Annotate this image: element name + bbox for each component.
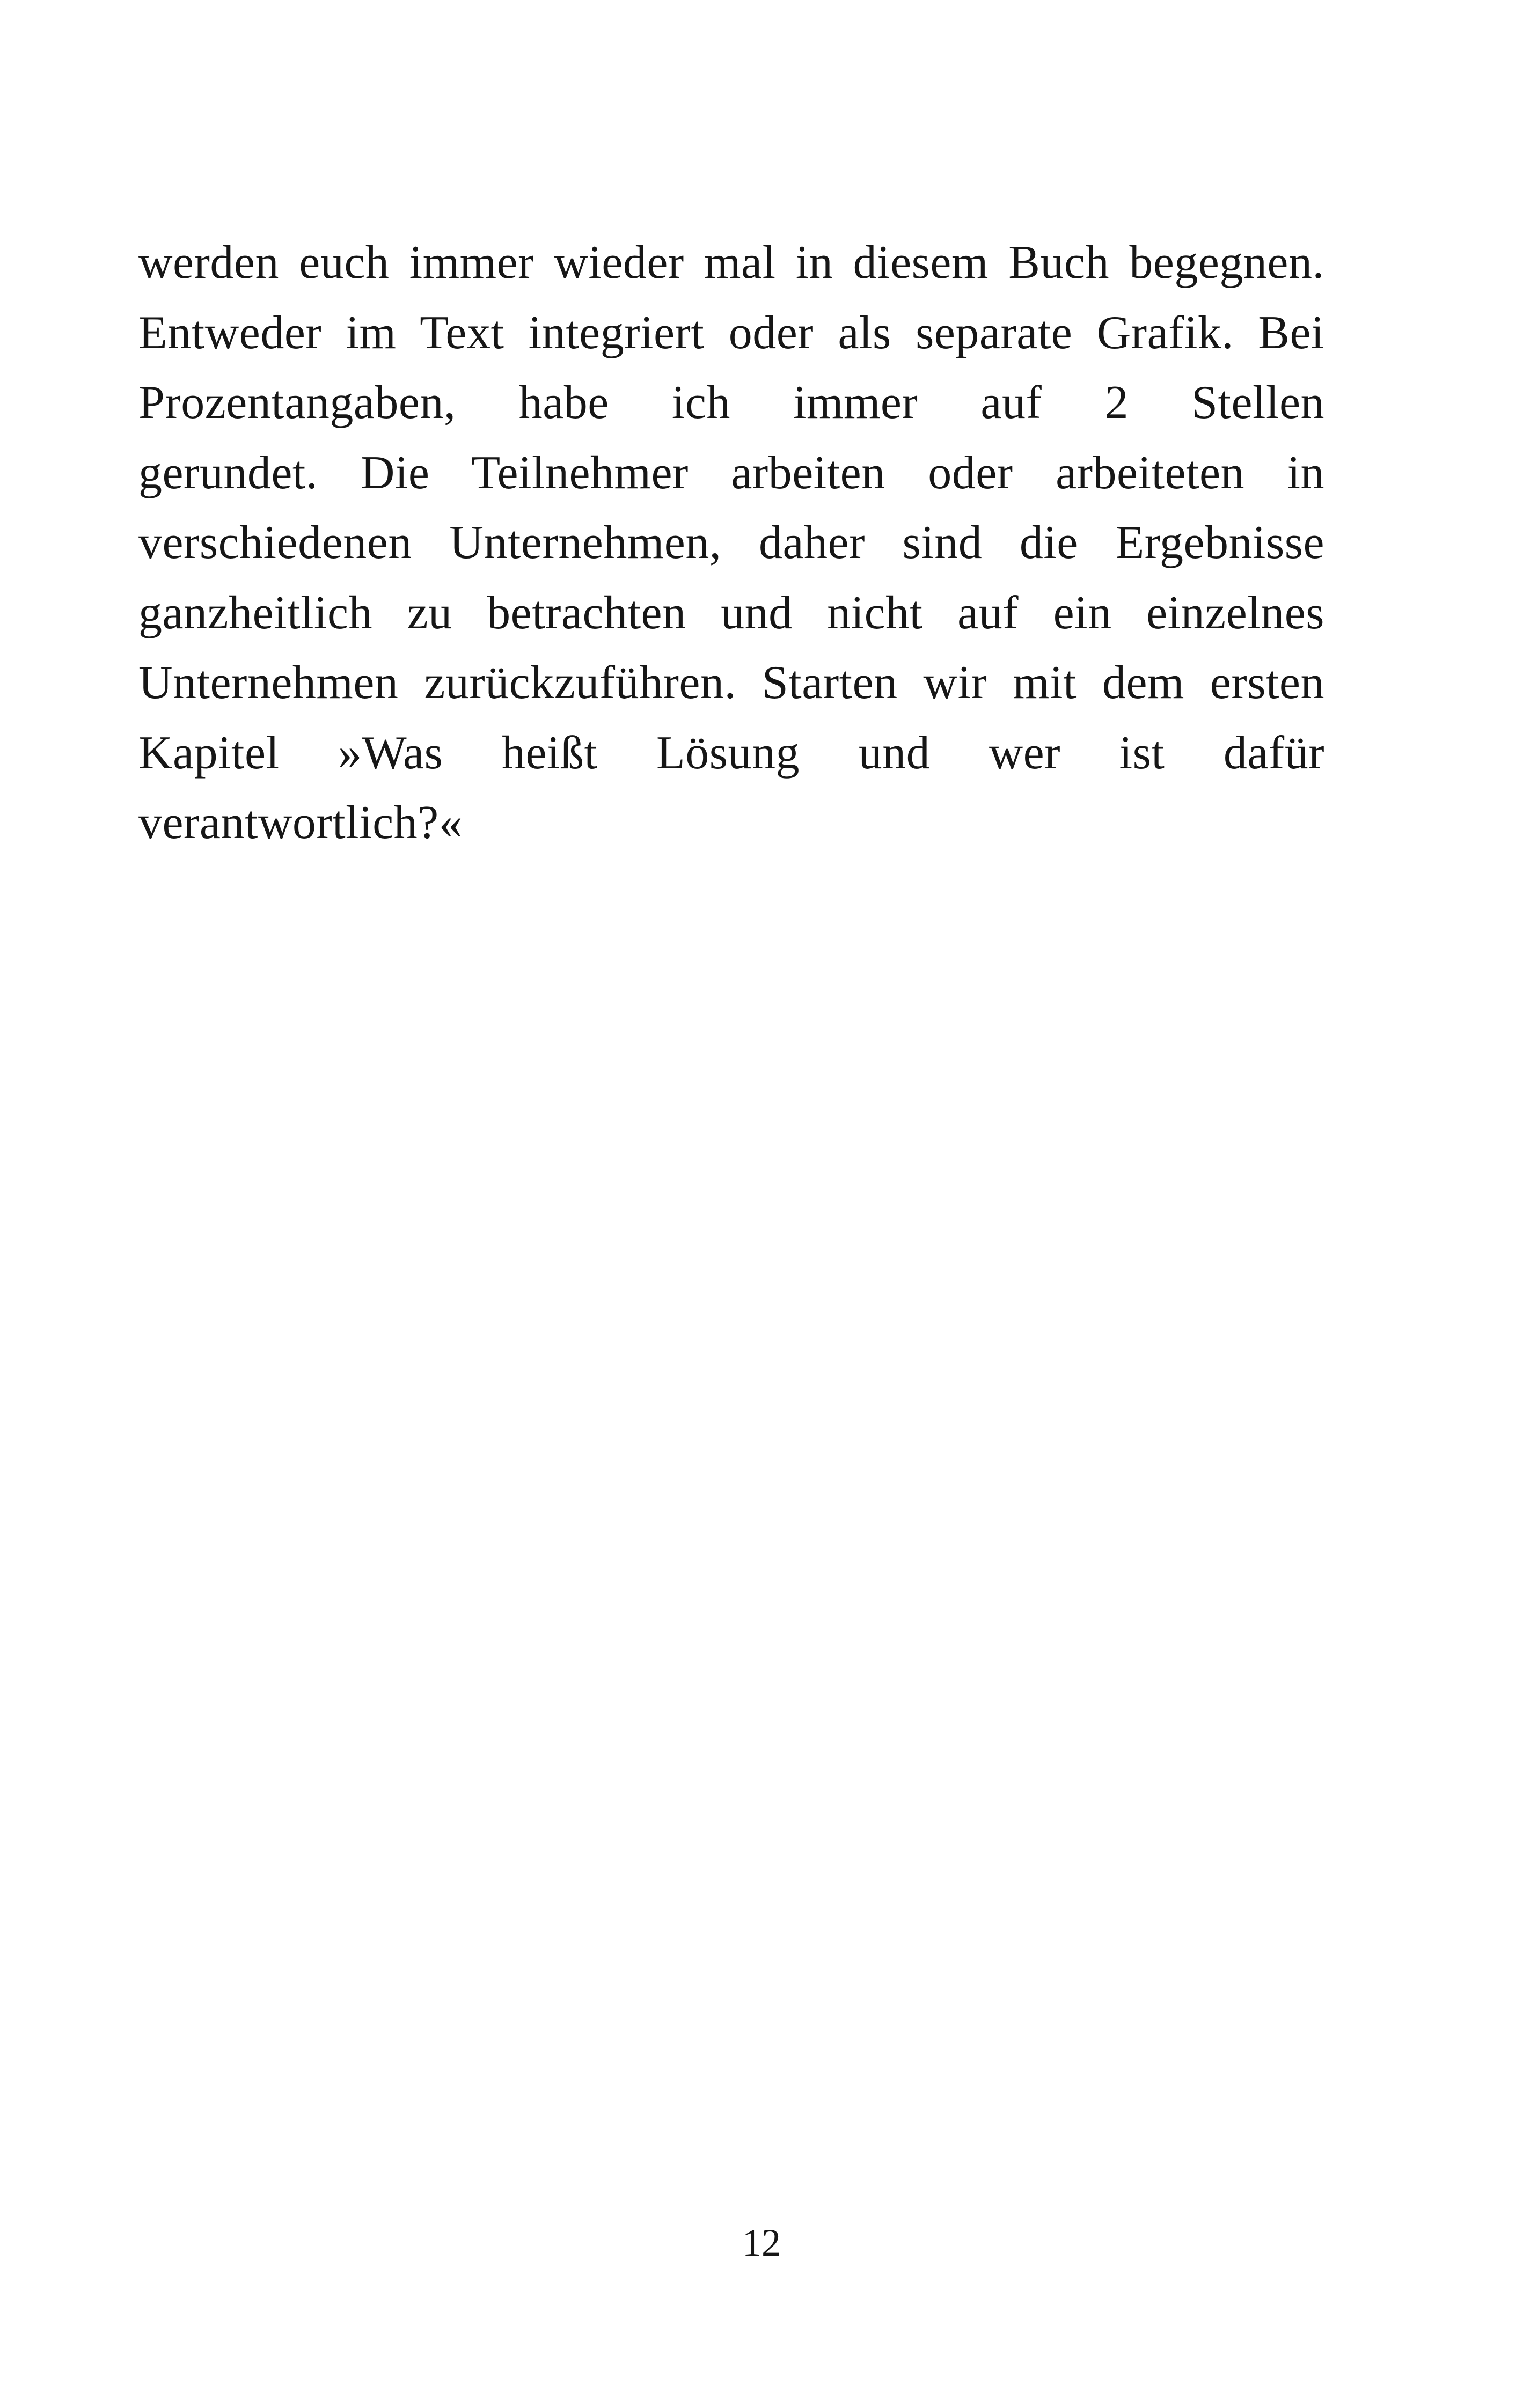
paragraph-line: Prozentangaben, habe ich immer auf 2 Stellen bbox=[138, 377, 1324, 429]
body-paragraph bbox=[138, 228, 1324, 858]
paragraph-line: Kapitel »Was heißt Lösung und wer ist dafür bbox=[138, 726, 1324, 779]
paragraph-line: verantwortlich?« bbox=[138, 797, 463, 849]
paragraph-line: Entweder im Text integriert oder als separate Grafik. Bei bbox=[138, 306, 1324, 359]
paragraph-line: werden euch immer wieder mal in diesem Buch begegnen. bbox=[138, 237, 1324, 289]
paragraph-line: ganzheitlich zu betrachten und nicht auf ein einzelnes bbox=[138, 586, 1324, 639]
paragraph-line: gerundet. Die Teilnehmer arbeiten oder arbeiteten in bbox=[138, 446, 1324, 499]
paragraph-line: Unternehmen zurückzuführen. Starten wir mit dem ersten bbox=[138, 657, 1324, 709]
paragraph-line: verschiedenen Unternehmen, daher sind die Ergebnisse bbox=[138, 517, 1324, 569]
page-number: 12 bbox=[742, 2221, 781, 2264]
